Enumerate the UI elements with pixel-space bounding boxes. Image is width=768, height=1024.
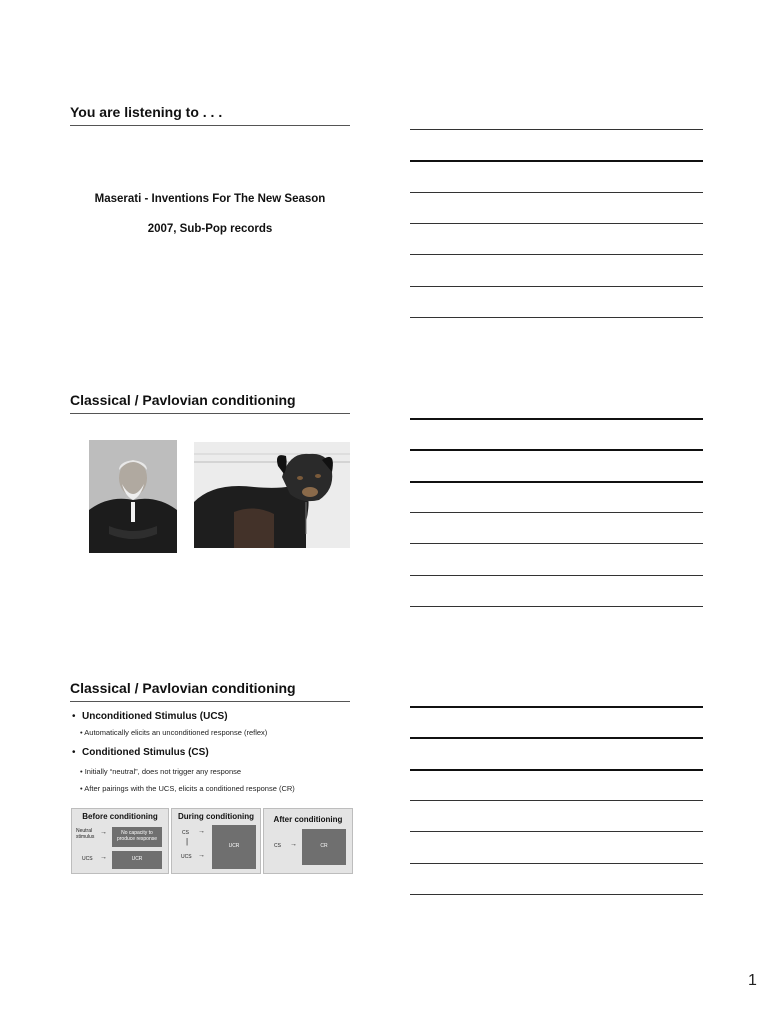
note-line <box>410 894 703 895</box>
note-line <box>410 512 703 513</box>
ucs-label: UCS <box>82 856 93 862</box>
note-line <box>410 769 703 771</box>
bullet-dot: • <box>72 711 76 722</box>
note-line <box>410 160 703 162</box>
cs-label: CS <box>274 843 281 849</box>
slide-1 <box>60 95 356 335</box>
note-line <box>410 254 703 255</box>
arrow-icon: → <box>198 828 205 835</box>
ucr-label: UCR <box>228 843 240 849</box>
panel-before-conditioning <box>71 808 169 874</box>
slide-title: Classical / Pavlovian conditioning <box>70 680 296 696</box>
note-line <box>410 418 703 420</box>
note-line <box>410 192 703 193</box>
ucr-box <box>212 825 256 869</box>
bullet-ucs <box>72 711 228 722</box>
note-line <box>410 606 703 607</box>
ucs-label: UCS <box>181 854 192 860</box>
note-line <box>410 223 703 224</box>
panel-title: Before conditioning <box>82 812 158 821</box>
panel-during-conditioning <box>171 808 261 874</box>
arrow-icon: → <box>198 852 205 859</box>
bullet-sub: • Automatically elicits an unconditioned response (reflex) <box>80 728 268 737</box>
slide-2 <box>60 383 356 583</box>
cr-box <box>302 829 346 865</box>
note-line <box>410 286 703 287</box>
arrow-icon: → <box>100 829 107 836</box>
title-rule <box>70 413 350 414</box>
no-capacity-label: No capacity to produce response <box>116 830 158 842</box>
no-capacity-box <box>112 827 162 847</box>
pairing-bar: | <box>186 837 189 846</box>
page-number: 1 <box>748 972 757 989</box>
slide-title: You are listening to . . . <box>70 104 223 120</box>
cs-label: CS <box>182 830 189 836</box>
panel-after-conditioning <box>263 808 353 874</box>
note-line <box>410 831 703 832</box>
release-info: 2007, Sub-Pop records <box>147 223 273 235</box>
note-line <box>410 863 703 864</box>
note-line <box>410 575 703 576</box>
note-line <box>410 317 703 318</box>
bullet-sub: • After pairings with the UCS, elicits a conditioned response (CR) <box>80 784 295 793</box>
dog-photo-image <box>194 442 350 548</box>
title-rule <box>70 701 350 702</box>
arrow-icon: → <box>100 854 107 861</box>
neutral-stimulus-label: Neutral stimulus <box>76 828 95 840</box>
note-line <box>410 737 703 739</box>
panel-title: During conditioning <box>178 812 254 821</box>
note-line <box>410 129 703 130</box>
pavlov-portrait-image <box>89 440 177 553</box>
note-line <box>410 800 703 801</box>
slide-3 <box>60 671 356 881</box>
arrow-icon: → <box>290 841 297 848</box>
note-line <box>410 481 703 483</box>
bullet-sub: • Initially “neutral”, does not trigger any response <box>80 767 242 776</box>
note-line <box>410 543 703 544</box>
note-line <box>410 449 703 451</box>
bullet-cs <box>72 747 209 758</box>
title-rule <box>70 125 350 126</box>
bullet-label: Conditioned Stimulus (CS) <box>82 747 209 758</box>
bullet-label: Unconditioned Stimulus (UCS) <box>82 711 228 722</box>
cr-label: CR <box>320 843 328 849</box>
ucr-box <box>112 851 162 869</box>
note-line <box>410 706 703 708</box>
bullet-dot: • <box>72 747 76 758</box>
ucr-label: UCR <box>131 856 143 862</box>
panel-title: After conditioning <box>273 815 343 824</box>
song-title: Maserati - Inventions For The New Season <box>94 193 326 205</box>
slide-title: Classical / Pavlovian conditioning <box>70 392 296 408</box>
